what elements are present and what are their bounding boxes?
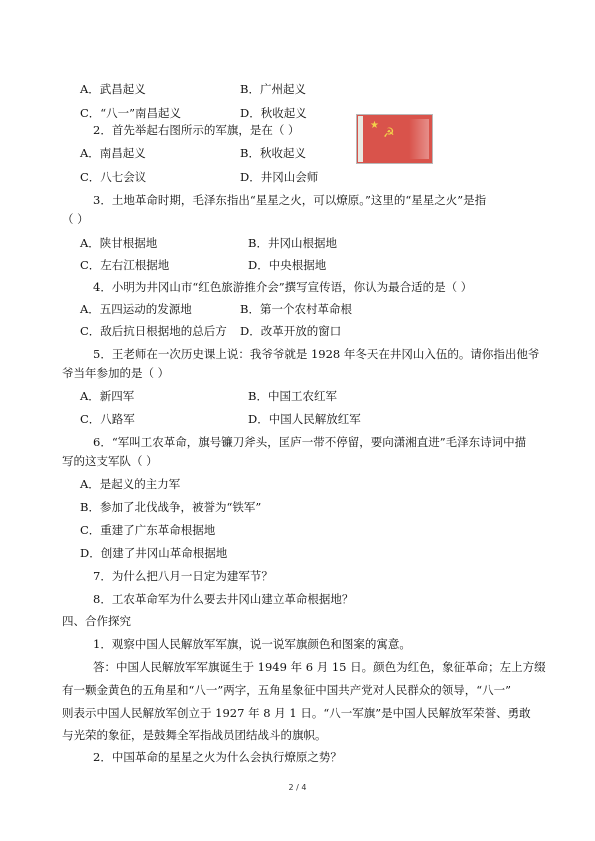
section-heading: 四、合作探究 [62, 614, 131, 628]
q4-option-b: B．第一个农村革命根 [240, 302, 352, 316]
q3-option-b: B．井冈山根据地 [248, 236, 337, 250]
q3-option-c: C．左右江根据地 [80, 258, 170, 272]
q1-option-c: C．“八一”南昌起义 [80, 106, 182, 120]
q4-stem: 4．小明为井冈山市“红色旅游推介会”撰写宣传语，你认为最合适的是（ ） [93, 280, 473, 294]
q5-option-a: A．新四军 [80, 389, 135, 403]
q4-option-c: C．敌后抗日根据地的总后方 [80, 324, 227, 338]
section4-item1: 1．观察中国人民解放军军旗，说一说军旗颜色和图案的寓意。 [93, 637, 411, 651]
q1-option-d: D．秋收起义 [240, 106, 307, 120]
section4-item2: 2．中国革命的星星之火为什么会执行燎原之势？ [93, 750, 342, 764]
answer-line-1: 答：中国人民解放军军旗诞生于 1949 年 6 月 15 日。颜色为红色，象征革命；左上方缀 [93, 660, 546, 674]
q3-stem-line2: （ ） [62, 212, 89, 226]
q1-option-a: A．武昌起义 [80, 82, 146, 96]
q6-option-d: D．创建了井冈山革命根据地 [80, 546, 228, 560]
q4-option-a: A．五四运动的发源地 [80, 302, 192, 316]
star-icon: ★ [370, 120, 379, 131]
q5-option-b: B．中国工农红军 [248, 389, 337, 403]
q2-option-c: C．八七会议 [80, 170, 147, 184]
q5-stem-line1: 5．王老师在一次历史课上说：我爷爷就是 1928 年冬天在井冈山入伍的。请你指出他爷 [93, 347, 540, 361]
q6-option-b: B．参加了北伐战争，被誉为“铁军” [80, 500, 262, 514]
hammer-sickle-icon: ☭ [383, 126, 395, 141]
q4-option-d: D．改革开放的窗口 [240, 324, 342, 338]
q3-option-a: A．陕甘根据地 [80, 236, 158, 250]
q6-stem-line2: 写的这支军队（ ） [62, 454, 158, 468]
q1-option-b: B．广州起义 [240, 82, 306, 96]
q2-stem: 2．首先举起右图所示的军旗，是在（ ） [93, 123, 300, 137]
q2-option-a: A．南昌起义 [80, 146, 146, 160]
q3-option-d: D．中央根据地 [248, 258, 327, 272]
q2-option-d: D．井冈山会师 [240, 170, 319, 184]
answer-line-3: 则表示中国人民解放军创立于 1927 年 8 月 1 日。“八一军旗”是中国人民解放军荣誉、勇敢 [62, 706, 531, 720]
flag-gloss [409, 119, 429, 159]
q8-stem: 8．工农革命军为什么要去井冈山建立革命根据地？ [93, 592, 354, 606]
q5-option-c: C．八路军 [80, 412, 135, 426]
q2-option-b: B．秋收起义 [240, 146, 306, 160]
q6-option-c: C．重建了广东革命根据地 [80, 523, 216, 537]
q3-stem-line1: 3．土地革命时期，毛泽东指出“星星之火，可以燎原。”这里的“星星之火”是指 [93, 193, 487, 207]
flag-pole-strip [358, 116, 363, 162]
q5-stem-line2: 爷当年参加的是（ ） [62, 366, 170, 380]
army-flag-image [356, 114, 433, 164]
q5-option-d: D．中国人民解放红军 [248, 412, 361, 426]
q7-stem: 7．为什么把八月一日定为建军节？ [93, 569, 273, 583]
answer-line-2: 有一颗金黄色的五角星和“八一”两字，五角星象征中国共产党对人民群众的领导，“八一” [62, 683, 512, 697]
q6-option-a: A．是起义的主力军 [80, 477, 181, 491]
answer-line-4: 与光荣的象征，是鼓舞全军指战员团结战斗的旗帜。 [62, 728, 327, 742]
q6-stem-line1: 6．“军叫工农革命，旗号镰刀斧头，匡庐一带不停留，要向潇湘直进”毛泽东诗词中描 [93, 435, 527, 449]
page-number: 2 / 4 [288, 783, 307, 792]
